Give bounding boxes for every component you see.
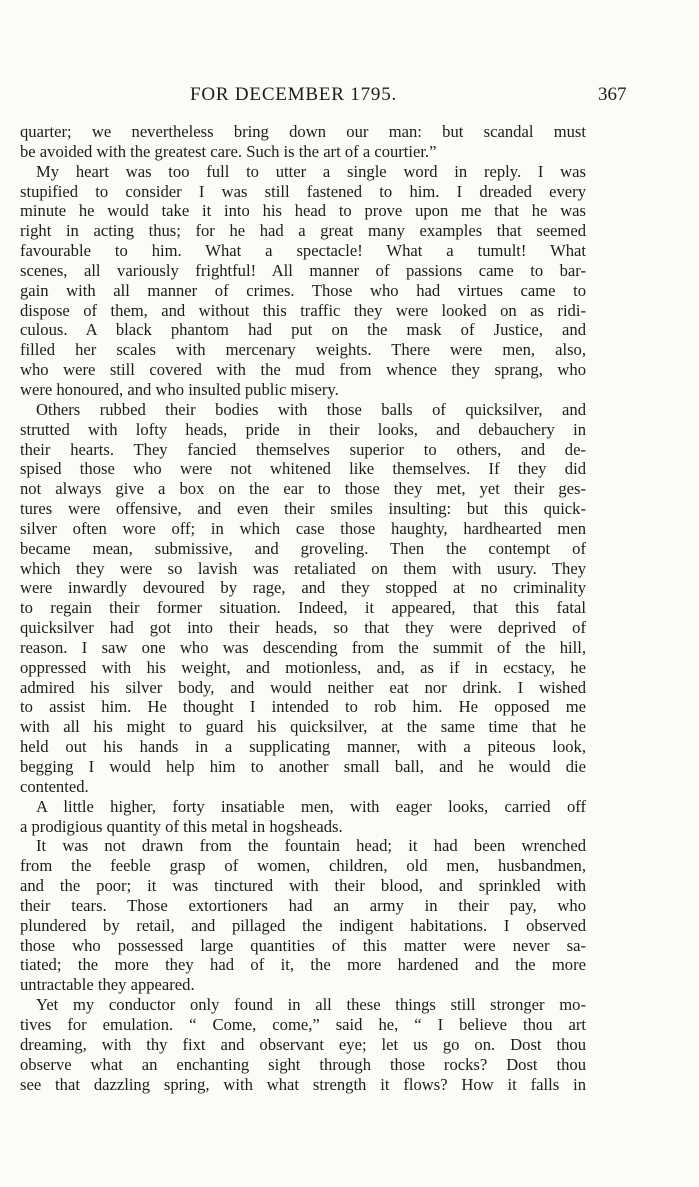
text-line: became mean, submissive, and groveling. Then the contempt of <box>20 538 586 558</box>
text-line: not always give a box on the ear to those they met, yet their ges- <box>20 479 586 499</box>
text-line: strutted with lofty heads, pride in their looks, and debauchery in <box>20 419 586 439</box>
text-line: Others rubbed their bodies with those balls of quicksilver, and <box>36 399 586 419</box>
text-line: their tears. Those extortioners had an army in their pay, who <box>20 895 586 915</box>
text-line: untractable they appeared. <box>20 975 195 995</box>
text-line: spised those who were not whitened like themselves. If they did <box>20 459 586 479</box>
text-line: from the feeble grasp of women, children, old men, husbandmen, <box>20 856 586 876</box>
text-line: It was not drawn from the fountain head; it had been wrenched <box>36 836 586 856</box>
text-line: which they were so lavish was retaliated on them with usury. They <box>20 558 586 578</box>
text-line: be avoided with the greatest care. Such is the art of a courtier.” <box>20 141 437 161</box>
text-line: were honoured, and who insulted public misery. <box>20 379 339 399</box>
running-title: FOR DECEMBER 1795. <box>190 84 398 105</box>
text-line: dispose of them, and without this traffic they were looked on as ridi- <box>20 300 586 320</box>
text-line: A little higher, forty insatiable men, with eager looks, carried off <box>36 796 586 816</box>
text-line: admired his silver body, and would neither eat nor drink. I wished <box>20 677 586 697</box>
text-line: filled her scales with mercenary weights. There were men, also, <box>20 340 586 360</box>
text-line: gain with all manner of crimes. Those who had virtues came to <box>20 280 586 300</box>
text-line: culous. A black phantom had put on the mask of Justice, and <box>20 320 586 340</box>
text-line: tures were offensive, and even their smiles insulting: but this quick- <box>20 499 586 519</box>
text-line: scenes, all variously frightful! All manner of passions came to bar- <box>20 260 586 280</box>
text-line: observe what an enchanting sight through those rocks? Dost thou <box>20 1054 586 1074</box>
body-text <box>20 122 586 1094</box>
text-line: right in acting thus; for he had a great many examples that seemed <box>20 221 586 241</box>
text-line: oppressed with his weight, and motionless, and, as if in ecstacy, he <box>20 657 586 677</box>
text-line: tiated; the more they had of it, the more hardened and the more <box>20 955 586 975</box>
text-line: reason. I saw one who was descending from the summit of the hill, <box>20 637 586 657</box>
running-head <box>0 84 699 114</box>
text-line: see that dazzling spring, with what strength it flows? How it falls in <box>20 1074 586 1094</box>
text-line: held out his hands in a supplicating manner, with a piteous look, <box>20 737 586 757</box>
text-line: to assist him. He thought I intended to rob him. He opposed me <box>20 697 586 717</box>
text-line: favourable to him. What a spectacle! What a tumult! What <box>20 241 586 261</box>
text-line: those who possessed large quantities of this matter were never sa- <box>20 935 586 955</box>
text-line: and the poor; it was tinctured with their blood, and sprinkled with <box>20 876 586 896</box>
text-line: to regain their former situation. Indeed, it appeared, that this fatal <box>20 598 586 618</box>
text-line: dreaming, with thy fixt and observant eye; let us go on. Dost thou <box>20 1034 586 1054</box>
text-line: were inwardly devoured by rage, and they stopped at no criminality <box>20 578 586 598</box>
text-line: quicksilver had got into their heads, so that they were deprived of <box>20 618 586 638</box>
text-line: contented. <box>20 776 89 796</box>
text-line: silver often wore off; in which case those haughty, hardhearted men <box>20 518 586 538</box>
text-line: plundered by retail, and pillaged the indigent habitations. I observed <box>20 915 586 935</box>
page-number: 367 <box>598 84 627 105</box>
text-line: who were still covered with the mud from whence they sprang, who <box>20 360 586 380</box>
text-line: their hearts. They fancied themselves superior to others, and de- <box>20 439 586 459</box>
text-line: with all his might to guard his quicksilver, at the same time that he <box>20 717 586 737</box>
text-line: a prodigious quantity of this metal in hogsheads. <box>20 816 343 836</box>
text-line: quarter; we nevertheless bring down our man: but scandal must <box>20 122 586 141</box>
text-line: My heart was too full to utter a single word in reply. I was <box>36 161 586 181</box>
text-line: tives for emulation. “ Come, come,” said he, “ I believe thou art <box>20 1014 586 1034</box>
text-line: stupified to consider I was still fastened to him. I dreaded every <box>20 181 586 201</box>
text-line: minute he would take it into his head to prove upon me that he was <box>20 201 586 221</box>
text-line: begging I would help him to another small ball, and he would die <box>20 757 586 776</box>
text-line: Yet my conductor only found in all these things still stronger mo- <box>36 995 586 1015</box>
